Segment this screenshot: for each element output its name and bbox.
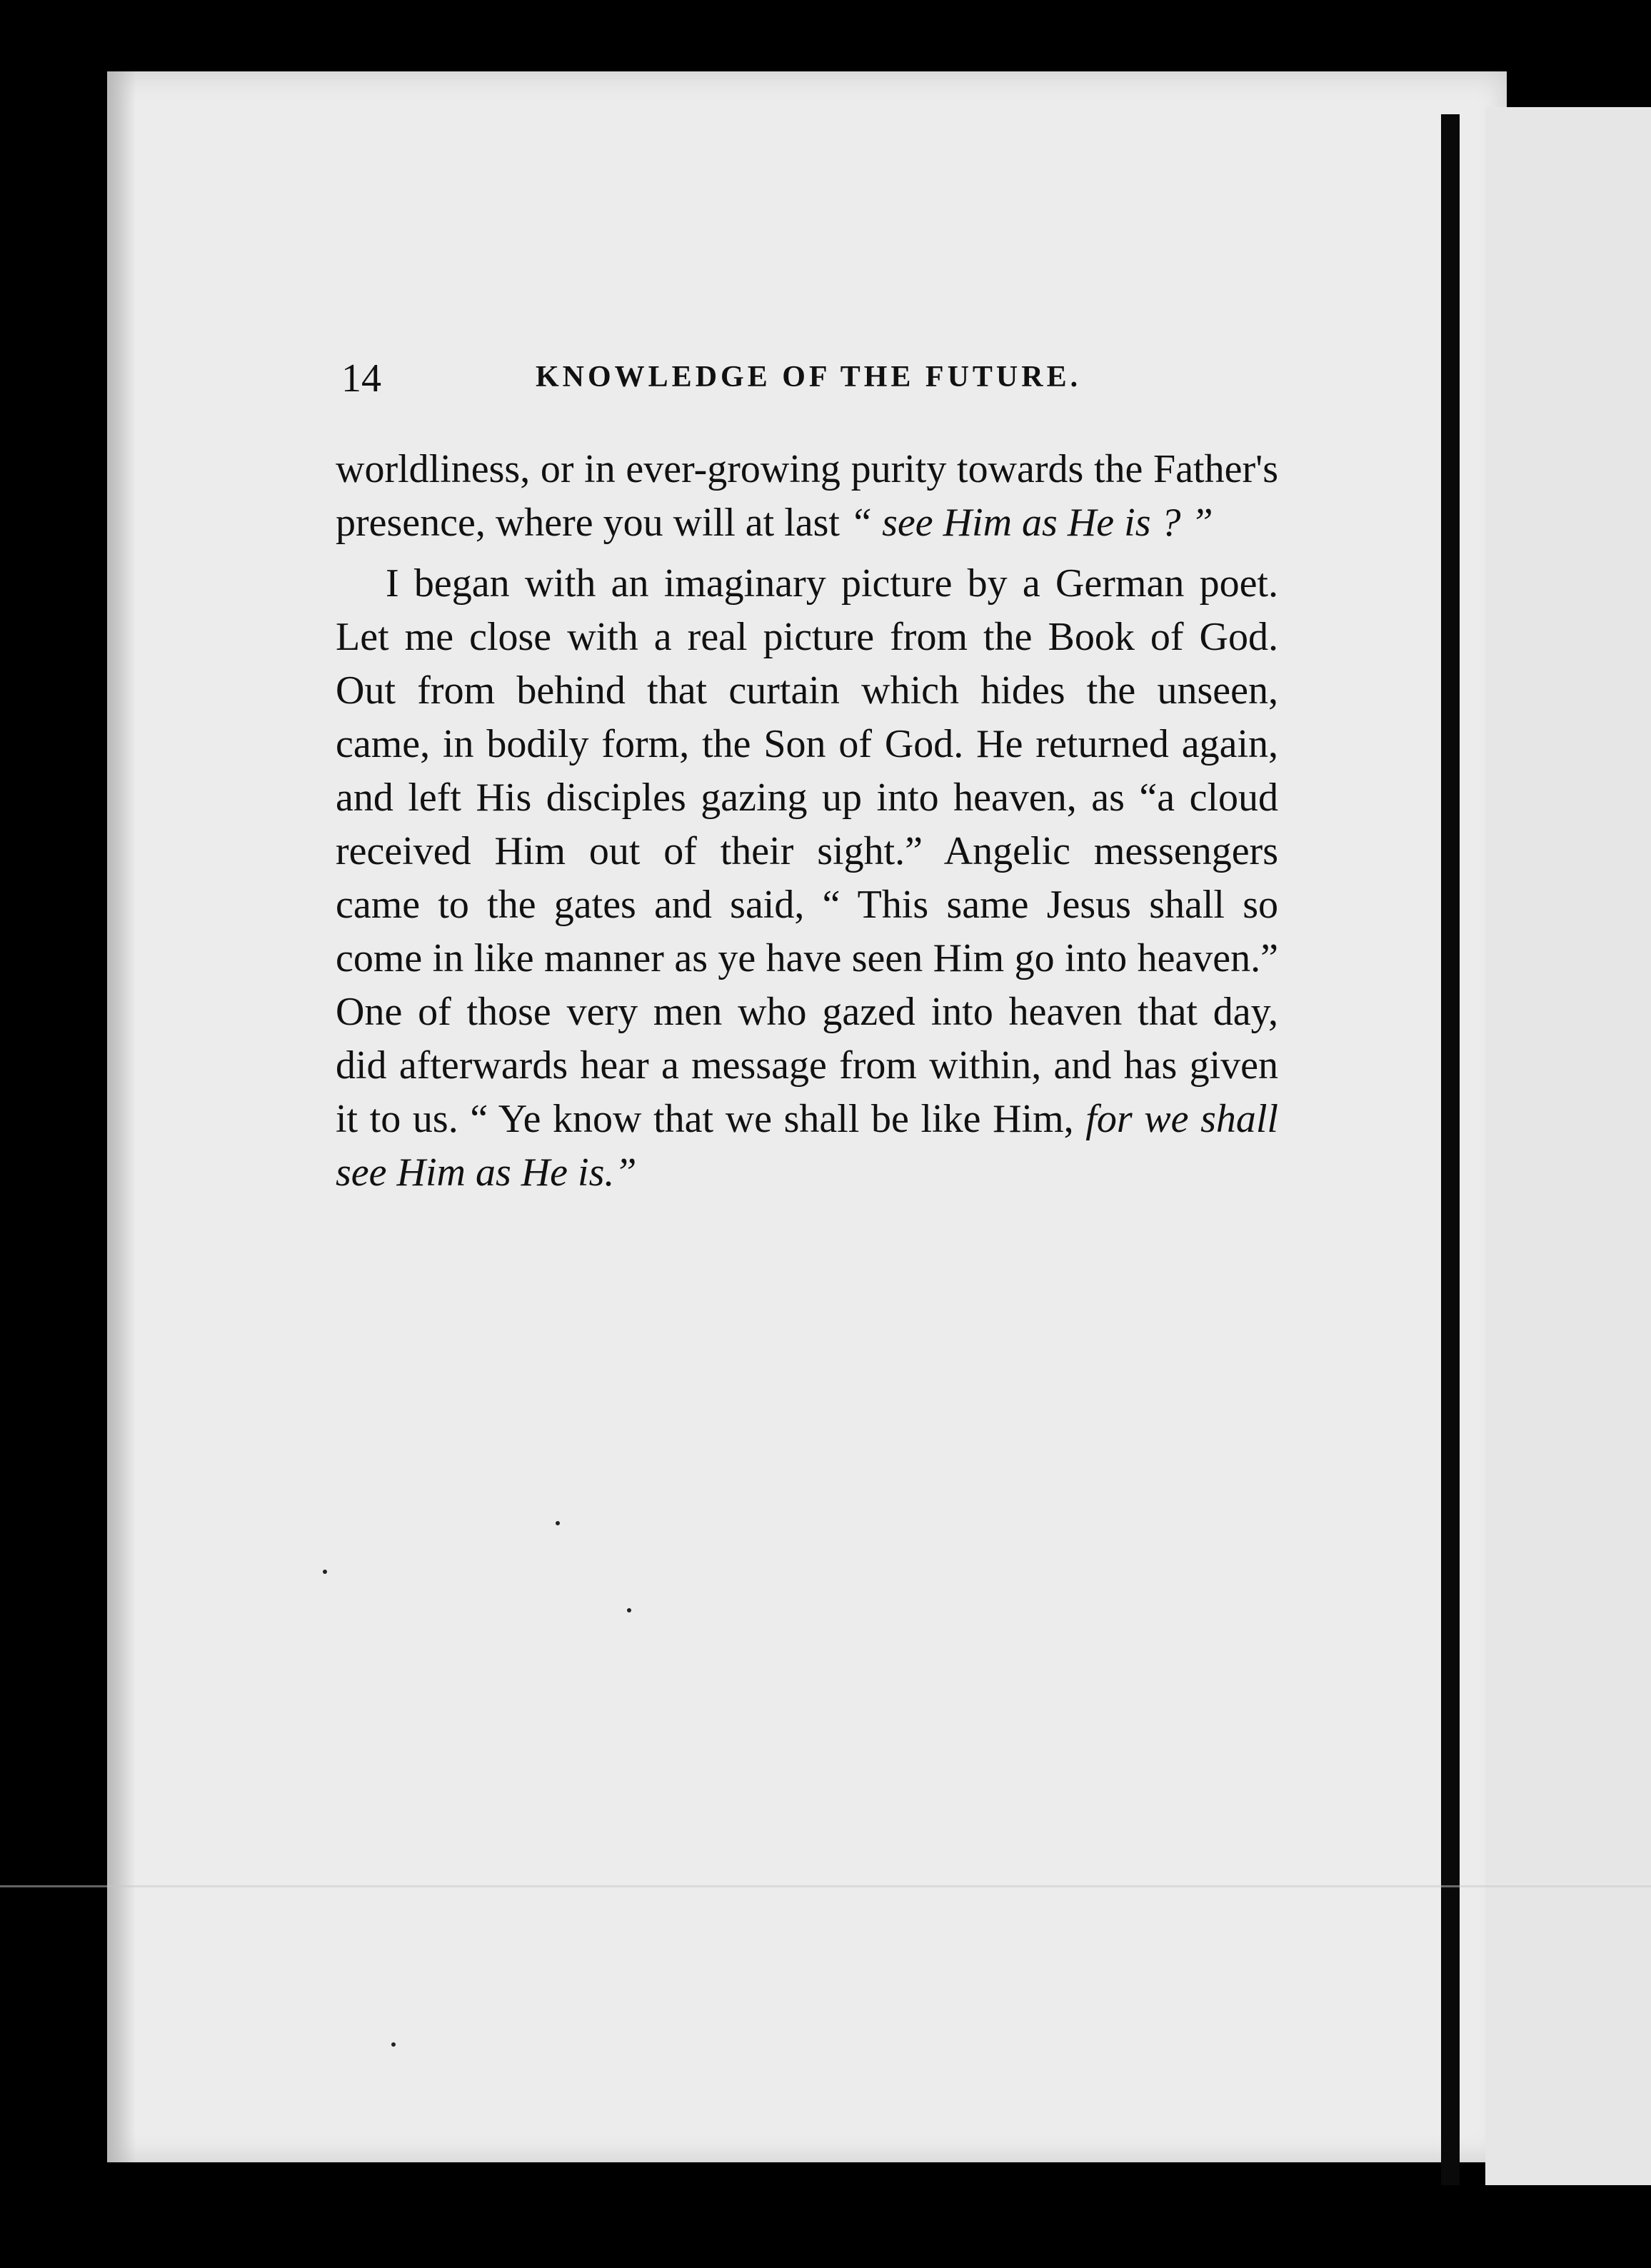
- paper-speck: [391, 2042, 396, 2047]
- page-number: 14: [341, 356, 381, 401]
- paragraph-1-quote: “ see Him as He is ? ”: [849, 501, 1213, 545]
- body-text: [336, 443, 1278, 1200]
- paragraph-2-quote: for we shall see Him as He is.”: [336, 1097, 1278, 1195]
- page-edge-shadow: [107, 71, 136, 2162]
- running-title: KNOWLEDGE OF THE FUTURE.: [536, 361, 1082, 393]
- paper-speck: [556, 1521, 560, 1525]
- paragraph-2: [336, 557, 1278, 1200]
- paper-speck: [627, 1608, 631, 1612]
- facing-page-edge: [1485, 107, 1651, 2185]
- paragraph-1: [336, 443, 1278, 550]
- paragraph-1-text: worldliness, or in ever-growing purity towards the Father's presence, where you will at last: [336, 447, 1278, 545]
- scan-artifact-line: [0, 1885, 1651, 1887]
- book-spine: [1441, 114, 1460, 2185]
- paragraph-2-text: I began with an imaginary picture by a German poet. Let me close with a real picture from the Book of God. Out from behind that curtain which hides the unseen, came, in bodily form, the Son of God. He returned again, and left His disciples gazing up into heaven, as “a cloud received Him out of their sight.” Angelic messengers came to the gates and said, “ This same Jesus shall so come in like manner as ye have seen Him go into heaven.” One of those very men who gazed into heaven that day, did afterwards hear a message from within, and has given it to us. “ Ye know that we shall be like Him,: [336, 561, 1278, 1141]
- paper-speck: [323, 1570, 327, 1574]
- running-head: [341, 356, 1277, 413]
